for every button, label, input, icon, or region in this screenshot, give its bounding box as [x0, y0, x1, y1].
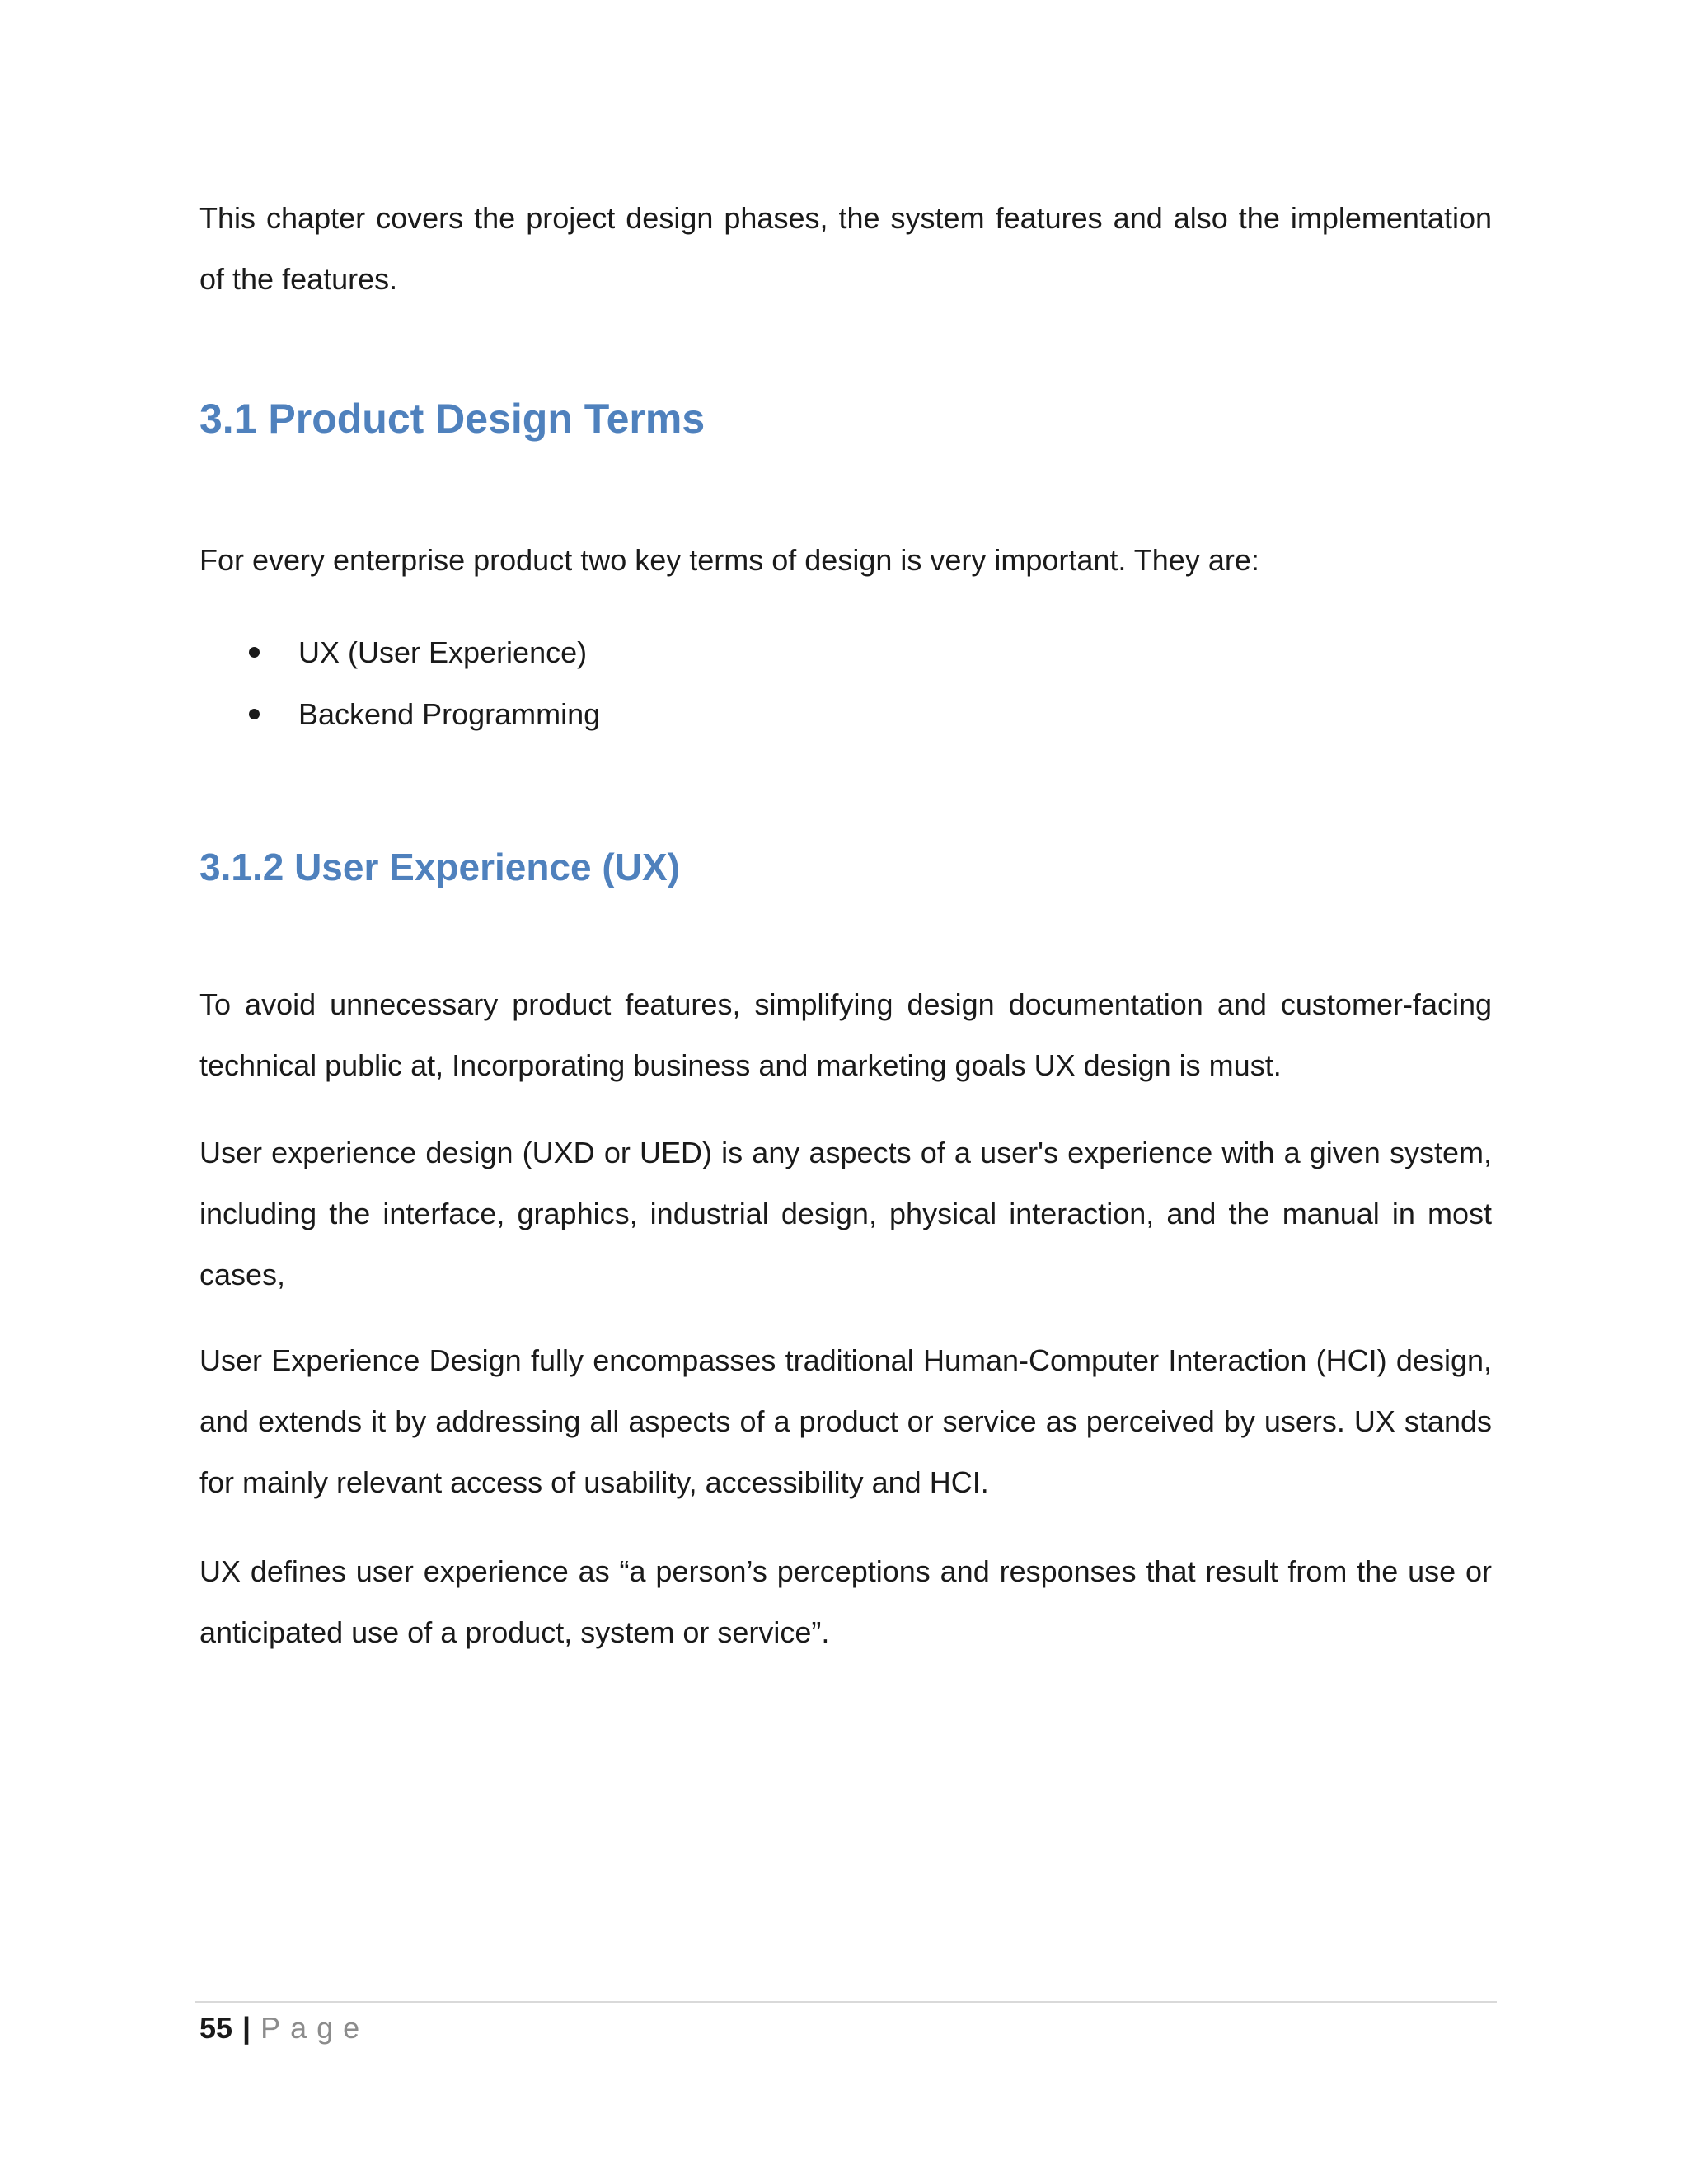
section-3-1-lead: For every enterprise product two key terms of design is very important. They are: [199, 543, 1259, 577]
list-item [199, 683, 1492, 745]
list-item-label: Backend Programming [298, 697, 601, 731]
ux-paragraph-2: User experience design (UXD or UED) is any aspects of a user's experience with a given system, including the interface, graphics, industrial design, physical interaction, and the manual in most cases, [199, 1136, 1492, 1291]
design-terms-list [199, 621, 1492, 745]
page-number: 55 [199, 2011, 233, 2045]
footer-separator: | [242, 2011, 251, 2045]
ux-paragraph-1: To avoid unnecessary product features, simplifying design documentation and customer-facing technical public at, Incorporating business and marketing goals UX design is must. [199, 987, 1492, 1082]
page-footer [199, 2008, 369, 2049]
ux-paragraph-3: User Experience Design fully encompasses traditional Human-Computer Interaction (HCI) design, and extends it by addressing all aspects of a product or service as perceived by users. UX stands for mainly relevant access of usability, accessibility and HCI. [199, 1343, 1492, 1499]
list-item-label: UX (User Experience) [298, 635, 588, 669]
footer-divider [195, 2001, 1497, 2003]
intro-paragraph: This chapter covers the project design phases, the system features and also the implementation of the features. [199, 201, 1492, 296]
section-heading-3-1-2: 3.1.2 User Experience (UX) [199, 846, 680, 888]
bullet-icon [249, 709, 260, 719]
page-label: Page [260, 2011, 370, 2045]
list-item [199, 621, 1492, 683]
bullet-icon [249, 647, 260, 658]
section-heading-3-1: 3.1 Product Design Terms [199, 396, 706, 442]
ux-paragraph-4: UX defines user experience as “a person’s perceptions and responses that result from the use or anticipated use of a product, system or service”. [199, 1554, 1492, 1649]
